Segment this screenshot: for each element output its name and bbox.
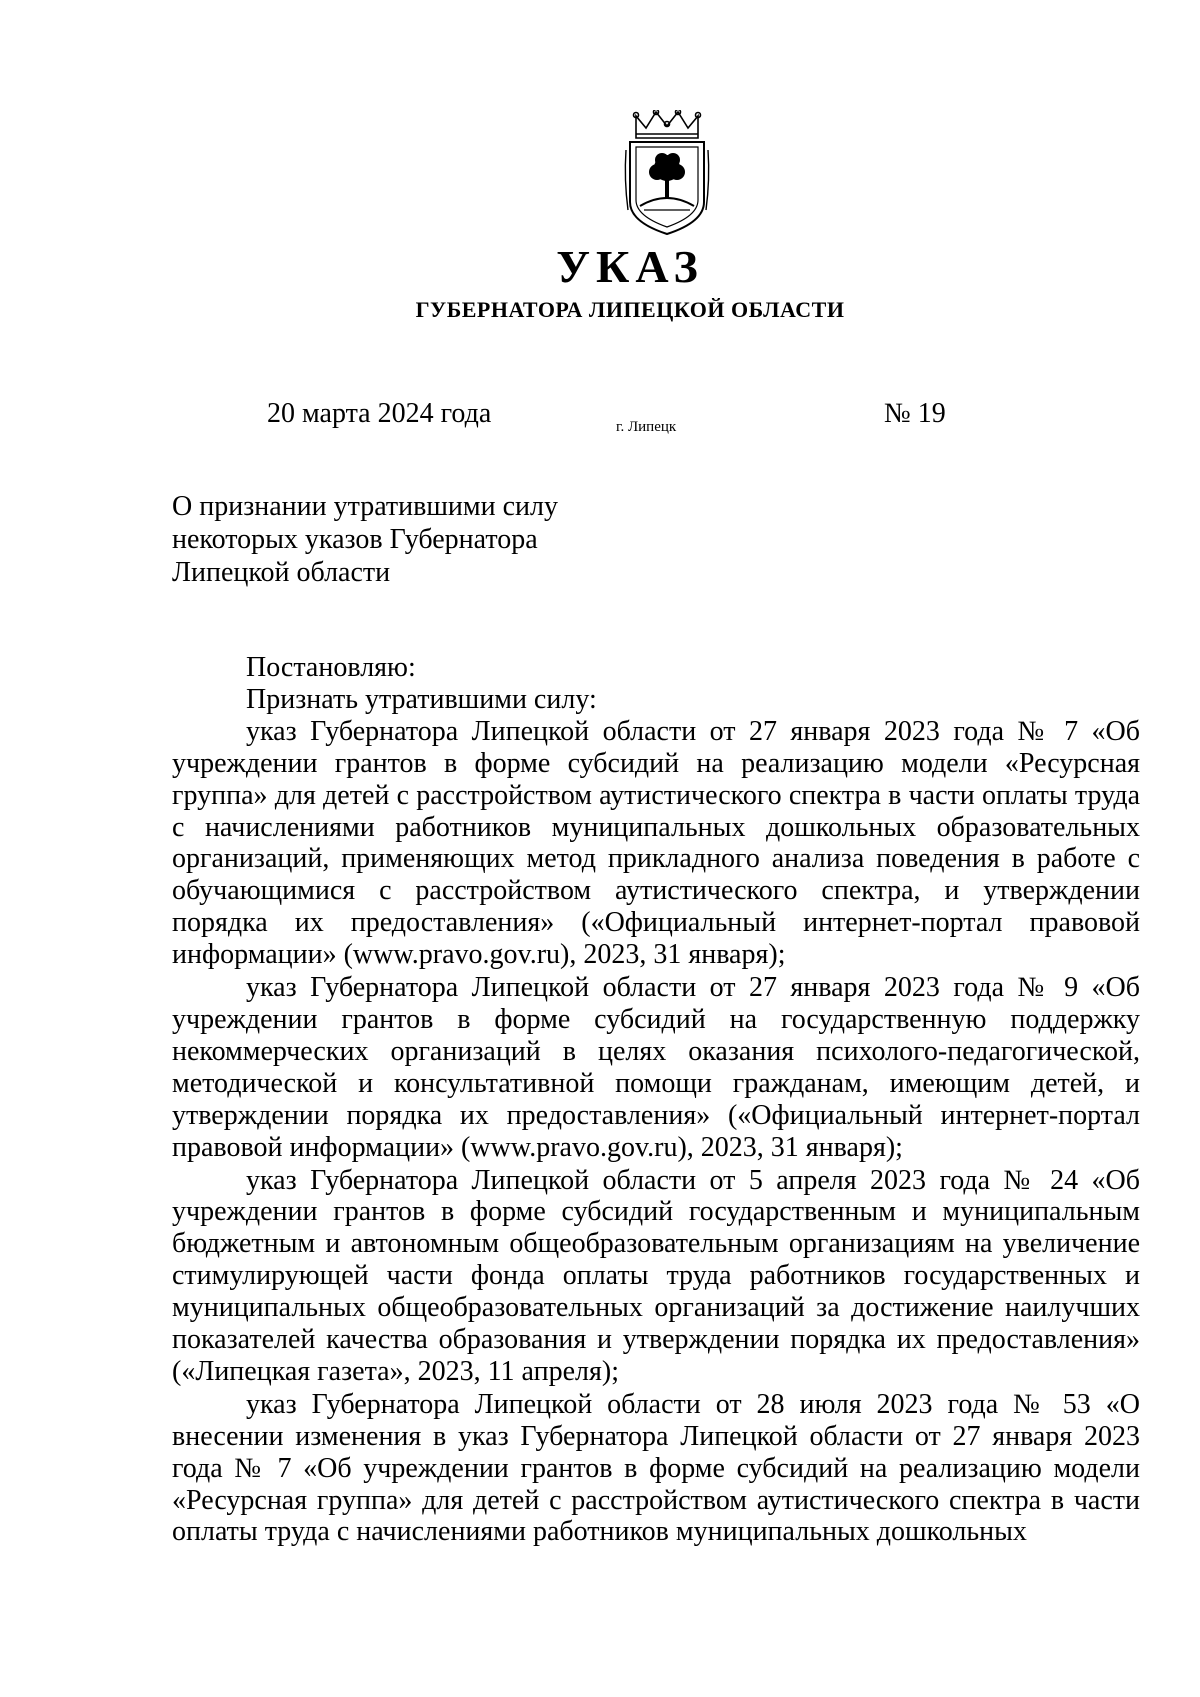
document-number: № 19 — [884, 398, 946, 429]
document-city: г. Липецк — [616, 419, 677, 435]
repealed-decree-item: указ Губернатора Липецкой области от 27 января 2023 года № 9 «Об учреждении грантов в форме субсидий на государственную поддержку некоммерческих организаций в целях оказания психолого-педагогической, методической и консультативной помощи гражданам, имеющим детей, и утверждении порядка их предоставления» («Официальный интернет-портал правовой информации» (www.pravo.gov.ru), 2023, 31 января); — [172, 972, 1140, 1163]
decree-intro: Постановляю: — [246, 652, 416, 683]
subject-line: Липецкой области — [172, 557, 391, 588]
repeal-intro: Признать утратившими силу: — [246, 683, 597, 715]
repealed-decree-item: указ Губернатора Липецкой области от 27 января 2023 года № 7 «Об учреждении грантов в форме субсидий на реализацию модели «Ресурсная группа» для детей с расстройством аутистического спектра в части оплаты труда с начислениями работников муниципальных дошкольных образовательных организаций, применяющих метод прикладного анализа поведения в работе с обучающимися с расстройством аутистического спектра, и утверждении порядка их предоставления» («Официальный интернет-портал правовой информации» (www.pravo.gov.ru), 2023, 31 января); — [172, 715, 1140, 971]
repealed-decree-item: указ Губернатора Липецкой области от 28 июля 2023 года № 53 «О внесении изменения в указ Губернатора Липецкой области от 27 января 2023 года № 7 «Об учреждении грантов в форме субсидий на реализацию модели «Ресурсная группа» для детей с расстройством аутистического спектра в части оплаты труда с начислениями работников муниципальных дошкольных — [172, 1388, 1140, 1548]
document-subject — [172, 490, 612, 589]
document-subtitle: ГУБЕРНАТОРА ЛИПЕЦКОЙ ОБЛАСТИ — [415, 297, 845, 322]
document-title: УКАЗ — [556, 241, 704, 292]
repealed-decree-item: указ Губернатора Липецкой области от 5 апреля 2023 года № 24 «Об учреждении грантов в форме субсидий государственным и муниципальным бюджетным и автономным общеобразовательным организациям на увеличение стимулирующей части фонда оплаты труда работников государственных и муниципальных общеобразовательных организаций за достижение наилучших показателей качества образования и утверждении порядка их предоставления» («Липецкая газета», 2023, 11 апреля); — [172, 1164, 1140, 1387]
subject-line: О признании утратившими силу — [172, 491, 558, 522]
subject-line: некоторых указов Губернатора — [172, 524, 538, 555]
document-body — [172, 652, 1140, 1549]
document-date: 20 марта 2024 года — [267, 398, 492, 429]
lipetsk-coat-of-arms-emblem — [622, 110, 712, 240]
